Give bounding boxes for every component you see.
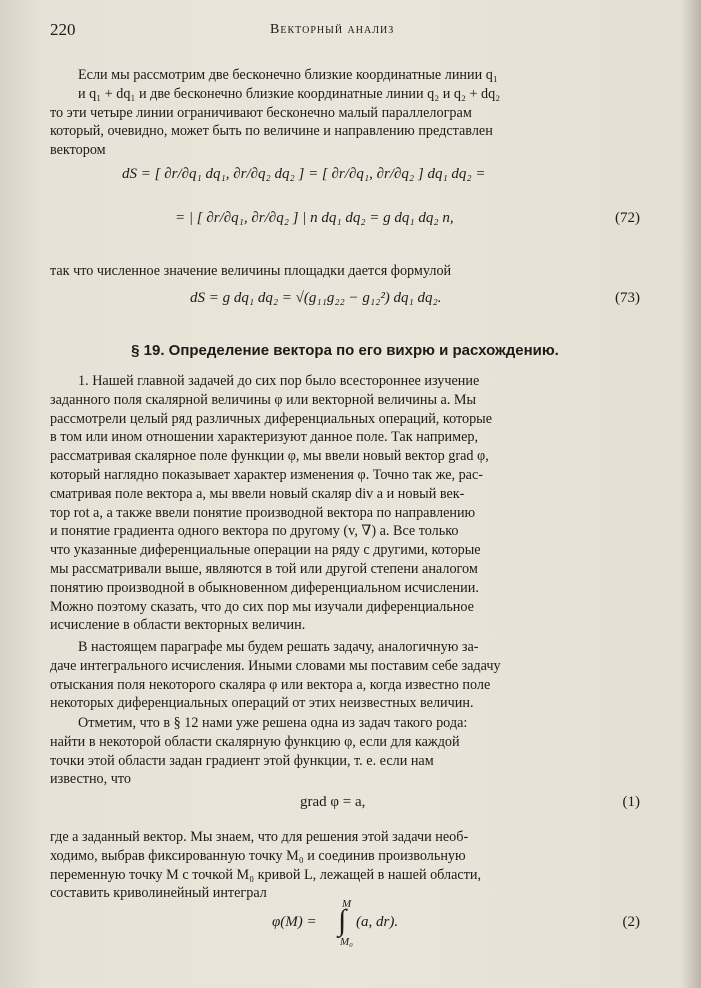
integral-sign: ∫ (338, 904, 347, 937)
equation-number: (1) (622, 794, 640, 810)
text-line: составить криволинейный интеграл (50, 885, 267, 902)
running-title: Векторный анализ (270, 22, 395, 37)
text-line: и q₁ + dq₁ и две бесконечно близкие координатные линии q₂ и q₂ + dq₂ (78, 85, 501, 102)
text-line: в том или ином отношении характеризуют данное поле. Так например, (50, 429, 479, 446)
text-line: исчисление в области векторных величин. (50, 617, 306, 634)
equation-72-line1 (50, 166, 640, 183)
text-line: ходимо, выбрав фиксированную точку M₀ и соединив произвольную (50, 847, 466, 864)
text-line: переменную точку M с точкой M₀ кривой L, лежащей в нашей области, (50, 866, 482, 883)
text-line: Если мы рассмотрим две бесконечно близкие координатные линии q₁ (78, 67, 498, 83)
text-line: заданного поля скалярной величины φ или векторной величины a. Мы (50, 391, 477, 408)
equation-text: = | [ ∂r/∂q₁, ∂r/∂q₂ ] | n dq₁ dq₂ = g dq₁ dq₂ n, (175, 210, 454, 226)
equation-1 (50, 794, 640, 811)
equation-2 (50, 900, 640, 950)
text-line: который, очевидно, может быть по величине и направлению представлен (50, 123, 493, 140)
text-line: отыскания поля некоторого скаляра φ или вектора a, когда известно поле (50, 676, 491, 693)
text-line: то эти четыре линии ограничивают бесконечно малый параллелограм (50, 104, 472, 121)
text-after-72 (50, 262, 640, 281)
paragraph-2 (50, 638, 640, 713)
text-line: где a заданный вектор. Мы знаем, что для решения этой задачи необ- (50, 829, 469, 845)
text-line: известно, что (50, 771, 131, 788)
paragraph-1 (50, 372, 640, 635)
text-line: В настоящем параграфе мы будем решать задачу, аналогичную за- (78, 639, 479, 655)
text-line: рассматривая скалярное поле функции φ, мы ввели новый вектор grad φ, (50, 448, 489, 465)
paragraph-3 (50, 714, 640, 789)
section-heading: § 19. Определение вектора по его вихрю и расхождению. (131, 342, 559, 359)
text-line: точки этой области задан градиент этой функции, т. е. если нам (50, 752, 434, 769)
text-line: вектором (50, 142, 106, 159)
text-line: так что численное значение величины площадки дается формулой (50, 263, 452, 279)
equation-73 (50, 290, 640, 307)
equation-72-line2 (50, 210, 640, 227)
text-line: даче интегрального исчисления. Иными словами мы поставим себе задачу (50, 657, 501, 674)
equation-text: grad φ = a, (300, 794, 366, 810)
text-line: и понятие градиента одного вектора по другому (v, ∇) a. Все только (50, 523, 459, 540)
equation-number: (2) (622, 914, 640, 930)
text-line: рассмотрели целый ряд различных диференциальных операций, которые (50, 410, 493, 427)
equation-number: (72) (615, 210, 640, 226)
text-line: мы рассматривали выше, являются в той или другой степени аналогом (50, 560, 478, 577)
equation-lhs: φ(M) = (272, 914, 317, 930)
text-line: который наглядно показывает характер изменения φ. Точно так же, рас- (50, 466, 484, 483)
integrand: (a, dr). (356, 914, 399, 930)
text-line: сматривая поле вектора a, мы ввели новый скаляр div a и новый век- (50, 485, 465, 502)
text-line: найти в некоторой области скалярную функцию φ, если для каждой (50, 733, 460, 750)
text-line: понятию производной в обыкновенном диференциальном исчислении. (50, 579, 479, 596)
intro-paragraph (50, 66, 640, 160)
equation-text: dS = [ ∂r/∂q₁ dq₁, ∂r/∂q₂ dq₂ ] = [ ∂r/∂q₁, ∂r/∂q₂ ] dq₁ dq₂ = (122, 166, 486, 182)
equation-text: dS = g dq₁ dq₂ = √(g₁₁g₂₂ − g₁₂²) dq₁ dq₂. (190, 290, 442, 306)
text-line: 1. Нашей главной задачей до сих пор было всестороннее изучение (78, 373, 480, 389)
page-gutter-shadow (681, 0, 701, 988)
text-line: тор rot a, а также ввели понятие производной вектора по направлению (50, 504, 476, 521)
text-line: Отметим, что в § 12 нами уже решена одна из задач такого рода: (78, 715, 468, 731)
integral-lower-limit: M₀ (340, 936, 353, 948)
text-line: некоторых диференциальных операций от этих неизвестных величин. (50, 695, 474, 712)
text-line: что указанные диференциальные операции на ряду с другими, которые (50, 542, 481, 559)
integral-upper-limit: M (342, 898, 352, 910)
page-number: 220 (50, 20, 76, 39)
text-line: Можно поэтому сказать, что до сих пор мы изучали диференциальное (50, 598, 474, 615)
page-header (0, 20, 701, 50)
paragraph-4 (50, 828, 640, 903)
equation-number: (73) (615, 290, 640, 306)
